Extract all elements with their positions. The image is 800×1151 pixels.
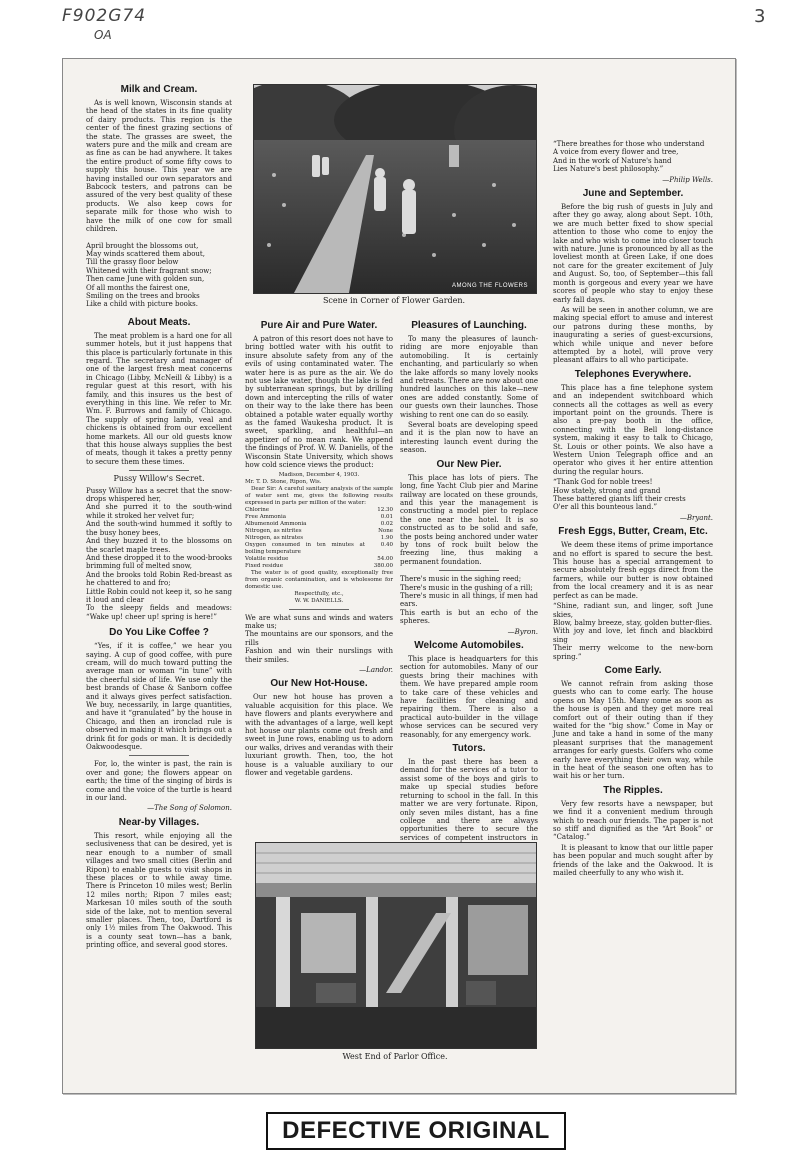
milk-body: As is well known, Wisconsin stands at the head of the states in its fine quality of dairy products. This region is the center of the finest grazing sections of the state. The grasses are sweet, the waters pure and the milk and cream are as fine as can be had anywhere. It takes the entire product of some fifty cows to supply this house. This year we are having installed our own separators and Babcock testers, and patrons can be assured of the very best quality of these products. We also keep cows for separate milk for those who wish to have the milk of one cow for small children.: [86, 99, 232, 234]
phones-attrib: —Bryant.: [679, 513, 713, 522]
ripples-title: The Ripples.: [603, 784, 663, 796]
flower-garden-photo: [253, 84, 537, 294]
analysis-row: Oxygen consumed in ten minutes at boiling temperature 0.40: [245, 541, 393, 555]
analysis-row: Fixed residue 380.00: [245, 562, 393, 569]
water-verse-attrib: —Landor.: [359, 665, 393, 674]
analysis-row: Free Ammonia 0.01: [245, 513, 393, 520]
water-body: A patron of this resort does not have to bring bottled water with his outfit to insure absolute safety from any of the evils of using contaminated water. The water here is as pure as the air. We do not use lake water, though the lake is fed by subterranean springs, but by drilling down and intercepting the rills of water on their way to the lake there has been obtained a potable water equally worthy as the famed Waukesha product. It is sweet, sparkling, and healthful—an appetizer of no mean rank. We append the findings of Prof. W. W. Daniells, of the Wisconsin State University, which shows how cold science views the product:: [245, 335, 393, 470]
meats-title: About Meats.: [127, 316, 191, 328]
ripples-body-2: It is pleasant to know that our little paper has been popular and much sought after by friends of the lake and the Oakwood. It is mailed cheerfully to any who wish it.: [553, 843, 713, 878]
defective-original-stamp: DEFECTIVE ORIGINAL: [266, 1112, 566, 1150]
water-analysis: Madison, December 4, 1903. Mr. T. D. Stone, Ripon, Wis. Dear Sir: A careful sanitary analysis of the sample of water sent me, gives the following results expressed in parts per million of the water: Chlorine 12.30 Free Ammonia 0.01 Albumenoid Ammonia 0.02 Nitrogen, as nitrites None Nitrogen, as nitrates 1.90 Oxygen consumed in ten minutes at boiling temperature 0.40 Volatile residue 54.00 Fixed residue 380.00 The water is of good quality, exceptionally free from organic contamination, and is wholesome for domestic use. Respectfully, etc., W. W. DANIELLS.: [245, 471, 393, 604]
launching-body-2: Several boats are developing speed and it is the plan now to have an interesting launch event during the season.: [400, 421, 538, 455]
column-1: [86, 80, 232, 952]
coffee-body: “Yes, if it is coffee,” we hear you saying. A cup of good coffee, with pure cream, will do much toward putting the average man or woman “in tune” with the cheerful side of life. We use only the best brands of Chase & Sanborn coffee and it always gives perfect satisfaction. We buy, necessarily, in large quantities, and have it “granulated” by the house in Chicago, and then an ironclad rule is observed in making it which brings out a drink fit for gods or man. It is decidedly Oakwoodesque.: [86, 642, 232, 752]
pier-verse-attrib: —Byron.: [507, 627, 538, 636]
analysis-row: Nitrogen, as nitrites None: [245, 527, 393, 534]
coffee-quote: For, lo, the winter is past, the rain is over and gone; the flowers appear on earth; the time of the singing of birds is come and the voice of the turtle is heard in our land.: [86, 760, 232, 803]
early-body: We cannot refrain from asking those guests who can to come early. The house opens on May 15th. Many come as soon as the house is open and they get more real comfort out of their outing than if they waited for the “big show.” Come in May or June and take a hand in some of the many pleasant surprises that the management arranges for early guests. Golfers who come early have everything their own way, while in the heat of the season one often has to wait his or her turn.: [553, 679, 713, 781]
hothouse-title: Our New Hot-House.: [270, 678, 368, 690]
villages-title: Near-by Villages.: [118, 816, 200, 828]
coffee-title: Do You Like Coffee ?: [109, 627, 209, 639]
eggs-body: We deem these items of prime importance and no effort is spared to secure the best. This house has a special arrangement to secure absolutely fresh eggs direct from the farmers, while our butter is now obtained from the local creamery and it is as near perfect as can be made.: [553, 541, 713, 600]
milk-title: Milk and Cream.: [120, 84, 198, 95]
ripples-body-1: Very few resorts have a newspaper, but we find it a convenient medium through which to reach our friends. The paper is not so stiff and dignified as the “Art Book” or “Catalog.”: [553, 799, 713, 842]
villages-body: This resort, while enjoying all the seclusiveness that can be desired, yet is near enough to a number of small villages and two small cities (Berlin and Ripon) to enable guests to visit shops in these places or to while away time. There is Princeton 10 miles west; Berlin 12 miles north; Ripon 7 miles east; Markesan 10 miles south of the south side of the lake, not to mention several smaller places. Then, too, Dartford is only 1½ miles from The Oakwood. This is a county seat town—has a bank, printing office, and several good stores.: [86, 831, 232, 950]
milk-poem: April brought the blossoms out, May winds scattered them about, Till the grassy floor below Whitened with their fragrant snow; Then came June with golden sun, Of all months the fairest one, Smiling on the trees and brooks Like a child with picture books.: [86, 241, 212, 309]
flower-garden-caption: Scene in Corner of Flower Garden.: [322, 296, 466, 305]
hothouse-body: Our new hot house has proven a valuable acquisition for this place. We have flowers and plants everywhere and with the advantages of a large, well kept hot house our plants come out fresh and sweet in June rows, enabling us to adorn our walks, drives and verandas with their luxuriant growth. Then, too, the hot house is a valuable auxiliary to our flower and vegetable gardens.: [245, 693, 393, 777]
coffee-attrib: —The Song of Solomon.: [147, 804, 232, 813]
launching-title: Pleasures of Launching.: [411, 320, 527, 331]
early-title: Come Early.: [604, 664, 662, 676]
autos-title: Welcome Automobiles.: [414, 640, 524, 651]
breathes-attrib: —Philip Wells.: [662, 175, 713, 184]
handwritten-sub-mark: OA: [94, 28, 112, 42]
june-title: June and September.: [582, 188, 684, 200]
pier-verse: There's music in the sighing reed; There's music in the gushing of a rill; There's music in all things, if men had ears. This earth is but an echo of the spheres.: [400, 575, 538, 626]
handwritten-call-number: F902G74: [62, 6, 147, 26]
june-body-1: Before the big rush of guests in July and after they go away, along about Sept. 10th, we are much better fixed to show special attention to those who come to enjoy the lake and who wish to come into closer touch with nature. June is pronounced by all as the loveliest month at Green Lake, if one does not care for the greater excitement of July and August. So, too, of September—this fall month is gorgeous and every year we have scores of people who stay to enjoy these early fall days.: [553, 203, 713, 304]
divider: [289, 609, 349, 610]
parlor-office-photo: [255, 842, 537, 1049]
analysis-row: Chlorine 12.30: [245, 506, 393, 513]
phones-title: Telephones Everywhere.: [574, 368, 692, 380]
divider: [129, 755, 189, 756]
pussy-title: Pussy Willow's Secret.: [113, 474, 205, 484]
tutors-body: In the past there has been a demand for the services of a tutor to assist some of the boys and girls to make up special studies before returning to school in the fall. In this matter we are very fortunate. Ripon, only seven miles distant, has a fine college and there are always opportunities there to secure the services of competent instructors in: [400, 758, 538, 842]
water-verse: We are what suns and winds and waters make us; The mountains are our sponsors, and the rills Fashion and win their nurslings with their smiles.: [245, 613, 393, 664]
parlor-office-illustration: [256, 843, 536, 1048]
launching-body-1: To many the pleasures of launch-riding are more enjoyable than automobiling. It is certainly enchanting, and particularly so when the lake affords so many lovely nooks and retreats. There are now about one hundred launches on this lake—new ones are added constantly. Some of our guests own their launches. Those wishing to rent one can do so easily.: [400, 335, 538, 419]
pussy-poem: Pussy Willow has a secret that the snow-drops whispered her, And she purred it to the south-wind while it stroked her velvet fur; And the south-wind hummed it softly to the busy honey bees, And they buzzed it to the blossoms on the scarlet maple trees. And these dropped it to the wood-brooks brimming full of melted snow, And the brooks told Robin Red-breast as he chattered to and fro; Little Robin could not keep it, so he sang it loud and clear To the sleepy fields and meadows: “Wake up! cheer up! spring is here!”: [86, 486, 232, 621]
autos-body: This place is headquarters for this section for automobiles. Many of our guests bring their machines with them. We have prepared ample room to take care of these vehicles and have facilities for cleaning and repairing them. There is also a practical auto-builder in the village whose services can be secured very reasonably, for any emergency work.: [400, 655, 538, 739]
june-body-2: As will be seen in another column, we are making special effort to amuse and interest our patrons during these months, by inaugurating a series of guest-excursions, which while unique and never before attempted by a hotel, will prove very pleasant affairs to all who participate.: [553, 305, 713, 365]
breathes-verse: “There breathes for those who understand A voice from every flower and tree, And in the work of Nature's hand Lies Nature's best philosophy.”: [553, 140, 705, 174]
tutors-title: Tutors.: [452, 743, 486, 755]
meats-body: The meat problem is a hard one for all summer hotels, but it just happens that this place is particularly fortunate in this regard. The secretary and manager of one of the largest fresh meat concerns in Chicago (Libby, McNeill & Libby) is a regular guest at this resort, with his family, and this insures us the best of everything in this line. We refer to Mr. Wm. F. Burrows and family of Chicago. The supply of spring lamb, veal and chickens is obtained from our excellent home markets. All our old guests know that this house always supplies the best of meats, though it takes a pretty penny to secure them these times.: [86, 331, 232, 466]
eggs-verse: “Shine, radiant sun, and linger, soft June skies, Blow, balmy breeze, stay, golden butter-flies. With joy and love, let finch and blackbird sing Their merry welcome to the new-born spring.”: [553, 602, 713, 661]
pier-title: Our New Pier.: [436, 458, 502, 470]
analysis-row: Volatile residue 54.00: [245, 555, 393, 562]
divider: [129, 470, 189, 471]
pier-body: This place has lots of piers. The long, fine Yacht Club pier and Marine railway are located on these grounds, and this year the management is constructing a model pier to replace the one near the hotel. It is so constructed as to be solid and safe, the posts being anchored under water by tons of rock built below the freezing line, thus making a permanent foundation.: [400, 473, 538, 566]
column-2: [245, 316, 393, 779]
column-3: [400, 316, 538, 853]
divider: [439, 570, 499, 571]
analysis-row: Albumenoid Ammonia 0.02: [245, 520, 393, 527]
phones-verse: “Thank God for noble trees! How stately, strong and grand These battered giants lift their crests O'er all this bounteous land.”: [553, 478, 686, 512]
eggs-title: Fresh Eggs, Butter, Cream, Etc.: [558, 526, 708, 538]
water-title: Pure Air and Pure Water.: [260, 320, 378, 331]
parlor-office-caption: West End of Parlor Office.: [342, 1052, 448, 1061]
flower-garden-illustration: [254, 85, 536, 293]
column-4: [553, 80, 713, 879]
phones-body: This place has a fine telephone system and an independent switchboard which connects all the cottages as well as every important point on the grounds. There is also a pre-pay booth in the office, connecting with the Bell long-distance system, making it easy to talk to Chicago, St. Louis or other points. We also have a Western Union Telegraph office and an operator who gives it her entire attention during the regular hours.: [553, 383, 713, 476]
photo-inset-label: AMONG THE FLOWERS: [451, 283, 528, 289]
handwritten-page-number: 3: [754, 6, 766, 27]
analysis-row: Nitrogen, as nitrates 1.90: [245, 534, 393, 541]
